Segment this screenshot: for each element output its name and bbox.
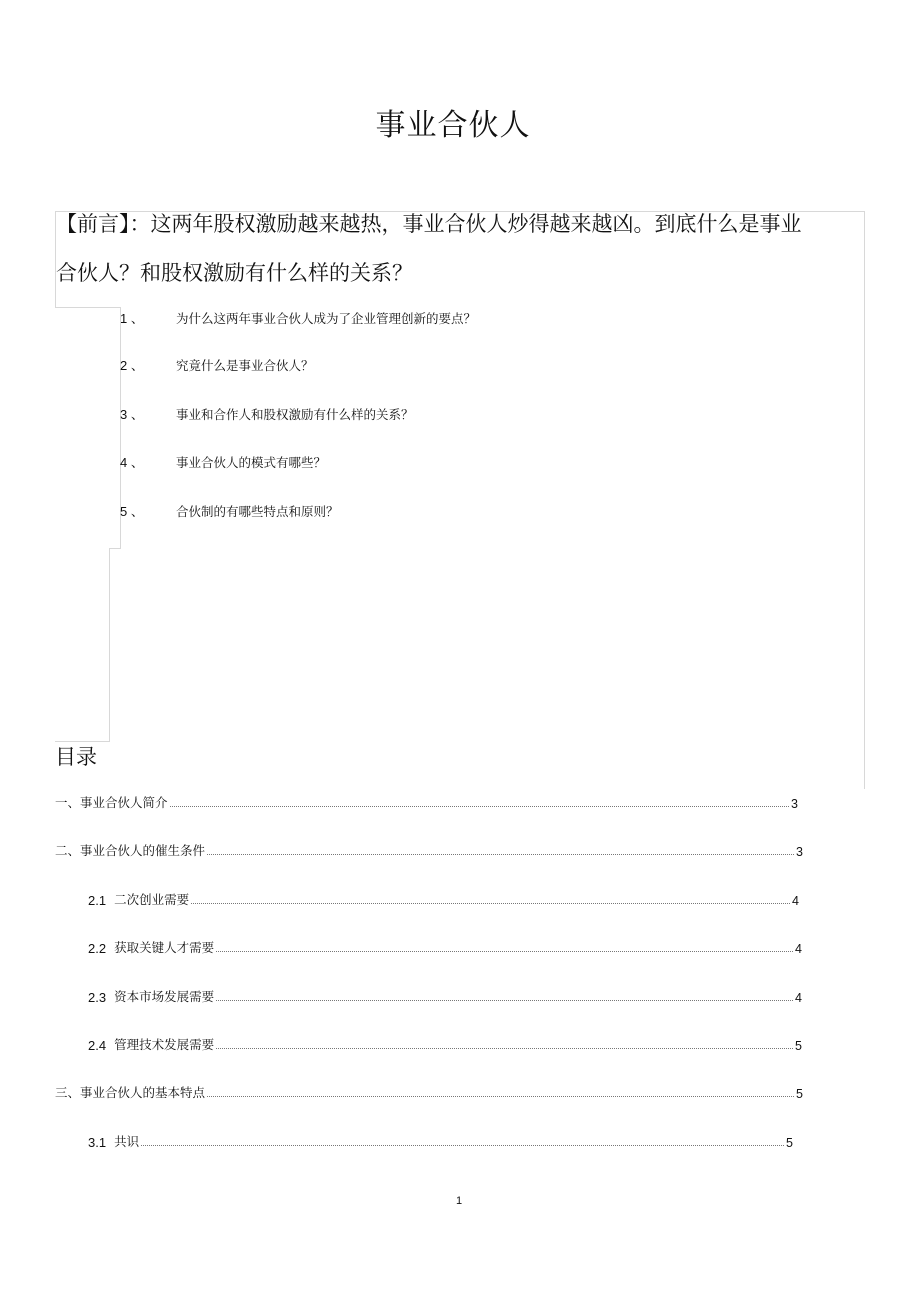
toc-entry-title: 获取关键人才需要: [114, 940, 215, 955]
question-number: 2 、: [120, 358, 144, 373]
toc-heading: 目录: [55, 745, 97, 769]
question-number: 3 、: [120, 407, 144, 422]
question-text: 合伙制的有哪些特点和原则？: [176, 504, 339, 519]
question-number: 1 、: [120, 311, 144, 326]
toc-page-number: 4: [795, 991, 802, 1005]
toc-entry-title: 管理技术发展需要: [114, 1037, 215, 1052]
question-item: [120, 405, 414, 425]
toc-entry-number: 2.3: [88, 990, 107, 1005]
frame-line-list-bottom: [109, 548, 121, 549]
toc-entry[interactable]: [55, 1081, 803, 1101]
toc-leader: [216, 999, 793, 1001]
toc-leader: [141, 1144, 784, 1146]
question-item: [120, 309, 476, 329]
preface-paragraph: 【前言】：这两年股权激励越来越热，事业合伙人炒得越来越凶。到底什么是事业合伙人？和股权激励有什么样的关系？: [56, 212, 802, 285]
question-text: 为什么这两年事业合伙人成为了企业管理创新的要点？: [176, 311, 477, 326]
frame-line-preface-bottom: [55, 307, 121, 308]
toc-leader: [191, 902, 790, 904]
toc-leader: [216, 1047, 793, 1049]
toc-page-number: 5: [796, 1087, 803, 1101]
question-text: 事业合伙人的模式有哪些？: [176, 455, 327, 470]
toc-leader: [170, 805, 790, 807]
question-text: 事业和合作人和股权激励有什么样的关系？: [176, 407, 414, 422]
toc-page-number: 4: [792, 894, 799, 908]
toc-entry[interactable]: [88, 1130, 793, 1150]
toc-entry[interactable]: [88, 936, 802, 956]
toc-entry-number: 3.1: [88, 1135, 107, 1150]
toc-leader: [207, 853, 794, 855]
toc-entry-title: 一、事业合伙人简介: [55, 795, 168, 810]
question-text: 究竟什么是事业合伙人？: [176, 358, 314, 373]
toc-entry-number: 2.2: [88, 941, 107, 956]
toc-entry-title: 二次创业需要: [114, 892, 190, 907]
toc-entry[interactable]: [55, 839, 803, 859]
toc-entry-title: 共识: [114, 1134, 140, 1149]
toc-entry[interactable]: [88, 985, 802, 1005]
toc-entry-title: 三、事业合伙人的基本特点: [55, 1085, 206, 1100]
toc-entry[interactable]: [88, 1033, 802, 1053]
toc-leader: [207, 1095, 794, 1097]
page-number: 1: [455, 1195, 463, 1207]
frame-line-lower-left: [109, 548, 110, 741]
question-item: [120, 356, 314, 376]
question-number: 4 、: [120, 455, 144, 470]
toc-page-number: 3: [791, 797, 798, 811]
toc-entry[interactable]: [88, 888, 799, 908]
question-item: [120, 502, 339, 522]
toc-entry-number: 2.4: [88, 1038, 107, 1053]
toc-page-number: 5: [786, 1136, 793, 1150]
document-title: 事业合伙人: [375, 108, 531, 143]
question-item: [120, 453, 326, 473]
toc-entry[interactable]: [55, 791, 798, 811]
frame-line-right: [864, 211, 865, 789]
toc-page-number: 3: [796, 845, 803, 859]
toc-entry-number: 2.1: [88, 893, 107, 908]
question-number: 5 、: [120, 504, 144, 519]
toc-page-number: 5: [795, 1039, 802, 1053]
toc-leader: [216, 950, 793, 952]
toc-page-number: 4: [795, 942, 802, 956]
toc-entry-title: 二、事业合伙人的催生条件: [55, 843, 206, 858]
toc-entry-title: 资本市场发展需要: [114, 989, 215, 1004]
